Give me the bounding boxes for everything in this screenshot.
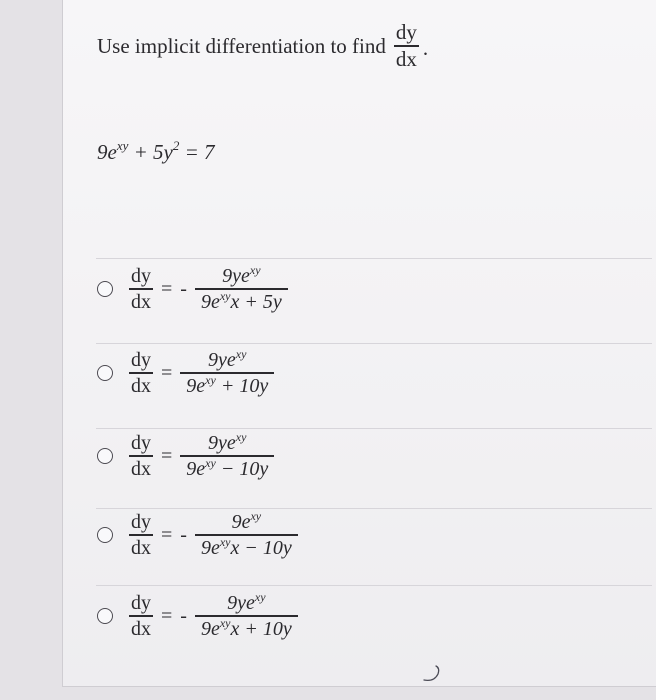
rhs-numerator-base: 9ye <box>208 349 236 371</box>
rhs-numerator-exponent: xy <box>235 347 247 361</box>
equation-term-1: 9e <box>97 140 117 164</box>
radio-button[interactable] <box>97 281 113 297</box>
rhs-denominator <box>195 288 288 313</box>
option-lhs <box>129 593 153 639</box>
rhs-numerator-base: 9ye <box>208 432 236 454</box>
pen-scribble-mark <box>420 660 450 684</box>
rhs-numerator <box>226 509 268 533</box>
fraction-bar <box>180 372 274 373</box>
rhs-numerator <box>202 430 252 454</box>
radio-button[interactable] <box>97 365 113 381</box>
rhs-numerator <box>202 347 252 371</box>
lhs-denominator: dx <box>131 536 151 559</box>
fraction-bar <box>129 372 153 373</box>
fraction-bar <box>129 615 153 616</box>
option-rhs <box>180 347 274 397</box>
rhs-denominator <box>195 534 298 559</box>
rhs-denominator-exponent: xy <box>219 615 231 630</box>
fraction-bar <box>195 615 298 616</box>
question-frac-denominator: dx <box>395 46 417 71</box>
rhs-denominator-exponent: xy <box>219 534 231 549</box>
fraction-bar <box>180 455 274 456</box>
equals-sign: = <box>161 277 173 300</box>
option-lhs <box>129 512 153 558</box>
rhs-numerator <box>216 263 266 287</box>
fraction-bar <box>129 534 153 535</box>
answer-option-1[interactable] <box>97 263 288 313</box>
answer-option-3[interactable] <box>97 430 274 480</box>
minus-sign: - <box>180 604 187 627</box>
lhs-denominator: dx <box>131 457 151 480</box>
fraction-bar <box>195 534 298 535</box>
rhs-denominator-a: 9e <box>200 536 220 559</box>
rhs-numerator-exponent: xy <box>249 263 261 277</box>
rhs-numerator-base: 9e <box>231 511 251 533</box>
rhs-denominator-a: 9e <box>186 374 206 397</box>
option-divider <box>96 508 652 509</box>
rhs-denominator-exponent: xy <box>205 372 216 387</box>
option-rhs <box>195 263 288 313</box>
question-frac-numerator: dy <box>395 20 417 44</box>
option-rhs <box>195 509 298 559</box>
radio-button[interactable] <box>97 527 113 543</box>
equation-term-2-exponent: 2 <box>172 138 180 153</box>
radio-button[interactable] <box>97 448 113 464</box>
fraction-bar <box>129 455 153 456</box>
rhs-denominator <box>180 455 274 480</box>
question-period: . <box>422 35 429 60</box>
lhs-numerator: dy <box>131 265 151 287</box>
fraction-bar <box>195 288 288 289</box>
rhs-denominator-exponent: xy <box>205 455 216 470</box>
rhs-numerator-exponent: xy <box>235 430 247 444</box>
rhs-denominator <box>180 372 274 397</box>
question-prompt <box>97 22 428 70</box>
rhs-numerator-exponent: xy <box>254 590 266 604</box>
lhs-numerator: dy <box>131 432 151 454</box>
minus-sign: - <box>180 277 187 300</box>
option-rhs <box>180 430 274 480</box>
option-lhs <box>129 433 153 479</box>
answer-option-2[interactable] <box>97 347 274 397</box>
equals-sign: = <box>161 523 173 546</box>
rhs-denominator-b: − 10y <box>215 457 269 480</box>
rhs-denominator-b: x − 10y <box>230 536 292 559</box>
rhs-denominator <box>195 615 298 640</box>
answer-option-4[interactable] <box>97 509 298 559</box>
rhs-denominator-a: 9e <box>200 617 220 640</box>
rhs-denominator-a: 9e <box>200 290 220 313</box>
lhs-numerator: dy <box>131 511 151 533</box>
option-divider <box>96 428 652 429</box>
rhs-denominator-b: x + 10y <box>230 617 292 640</box>
rhs-denominator-exponent: xy <box>219 288 231 303</box>
option-divider <box>96 258 652 259</box>
question-text: Use implicit differentiation to find <box>97 33 386 58</box>
equals-sign: = <box>161 361 173 384</box>
lhs-denominator: dx <box>131 290 151 313</box>
option-lhs <box>129 266 153 312</box>
radio-button[interactable] <box>97 608 113 624</box>
lhs-numerator: dy <box>131 592 151 614</box>
rhs-numerator <box>221 590 271 614</box>
lhs-denominator: dx <box>131 374 151 397</box>
lhs-denominator: dx <box>131 617 151 640</box>
equation-rhs: = 7 <box>179 140 215 164</box>
lhs-numerator: dy <box>131 349 151 371</box>
equation-term-1-exponent: xy <box>116 138 129 153</box>
rhs-numerator-base: 9ye <box>227 592 255 614</box>
question-derivative-fraction <box>394 22 419 70</box>
option-divider <box>96 585 652 586</box>
fraction-bar <box>129 288 153 289</box>
rhs-denominator-a: 9e <box>186 457 206 480</box>
option-lhs <box>129 350 153 396</box>
answer-option-5[interactable] <box>97 590 298 640</box>
equation-term-2: + 5y <box>128 140 173 164</box>
option-divider <box>96 343 652 344</box>
equals-sign: = <box>161 444 173 467</box>
equals-sign: = <box>161 604 173 627</box>
rhs-numerator-base: 9ye <box>222 265 250 287</box>
minus-sign: - <box>180 523 187 546</box>
rhs-numerator-exponent: xy <box>250 509 262 523</box>
option-rhs <box>195 590 298 640</box>
rhs-denominator-b: + 10y <box>215 374 269 397</box>
rhs-denominator-b: x + 5y <box>230 290 282 313</box>
given-equation <box>97 140 215 165</box>
